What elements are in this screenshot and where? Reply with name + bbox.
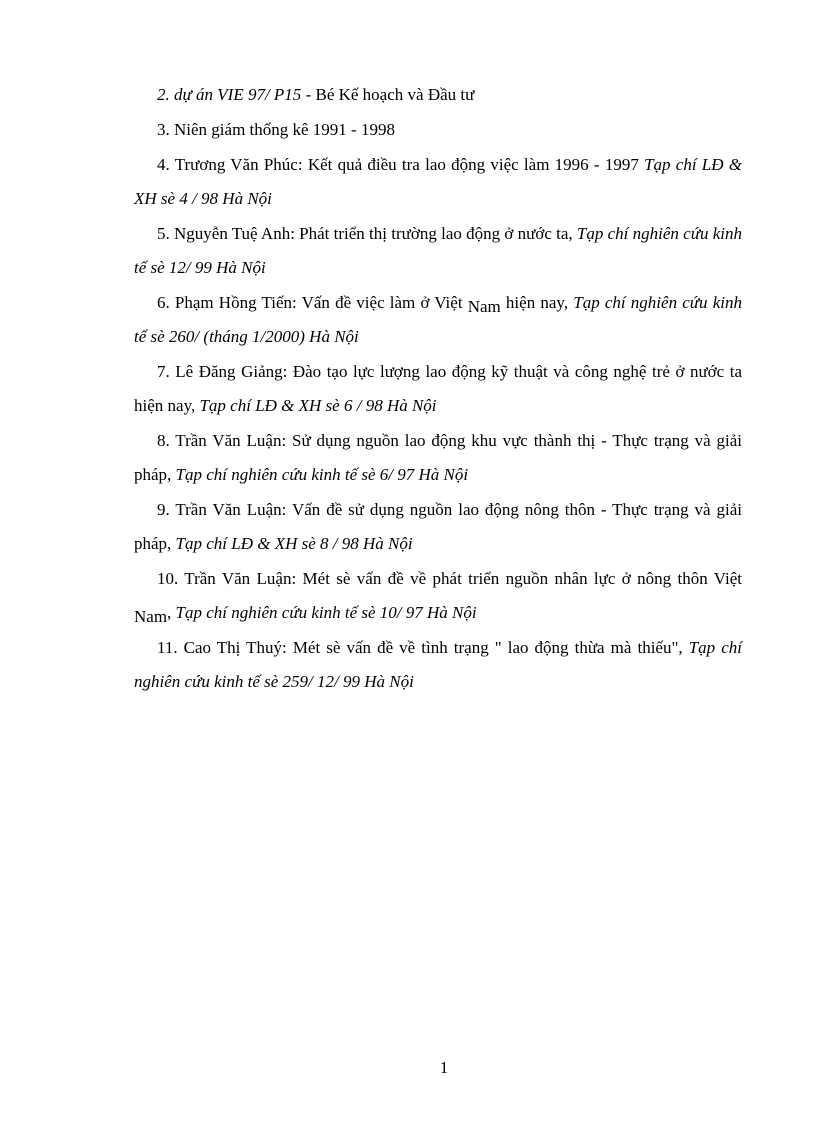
reference-item — [134, 148, 742, 216]
reference-text: 3. Niên giám thống kê 1991 - 1998 — [157, 120, 395, 139]
reference-item — [134, 355, 742, 423]
reference-text: 4. Trương Văn Phúc: Kết quả điều tra lao động việc làm 1996 - 1997 — [157, 155, 645, 174]
reference-source-text: Tạp chí nghiên cứu kinh tế sè 259/ 12/ 99 Hà Nội — [134, 638, 742, 691]
reference-text: 6. Phạm Hồng Tiến: Vấn đề việc làm ở Việt — [157, 293, 468, 312]
reference-text: 9. Trần Văn Luận: Vấn đề sử dụng nguồn lao động nông thôn - Thực trạng và giải pháp, — [134, 500, 742, 553]
reference-text: 10. Trần Văn Luận: Mét sè vấn đề về phát triển nguồn nhân lực ở nông thôn Việt — [157, 569, 742, 588]
reference-source-text: Tạp chí nghiên cứu kinh tế sè 6/ 97 Hà Nội — [175, 465, 469, 484]
reference-text: - Bé Kế hoạch và Đầu tư — [301, 85, 475, 104]
reference-text: Nam — [467, 297, 501, 316]
reference-item — [134, 493, 742, 561]
reference-source-text: Tạp chí nghiên cứu kinh tế sè 12/ 99 Hà Nội — [134, 224, 742, 277]
reference-source-text: Tạp chí LĐ & XH sè 6 / 98 Hà Nội — [199, 396, 437, 415]
reference-item — [134, 286, 742, 354]
reference-source-text: Tạp chí LĐ & XH sè 8 / 98 Hà Nội — [175, 534, 413, 553]
page-number: 1 — [439, 1058, 449, 1077]
reference-text: 11. Cao Thị Thuý: Mét sè vấn đề về tình trạng " lao động thừa mà thiếu", — [157, 638, 689, 657]
reference-item — [134, 562, 742, 630]
reference-text: Nam — [134, 607, 168, 626]
reference-item — [134, 631, 742, 699]
reference-item — [134, 78, 742, 112]
reference-source-text: Tạp chí nghiên cứu kinh tế sè 10/ 97 Hà Nội — [175, 603, 477, 622]
reference-text: 7. Lê Đăng Giảng: Đào tạo lực lượng lao động kỹ thuật và công nghệ trẻ ở nước ta hiện nay, — [134, 362, 742, 415]
reference-text: , — [167, 603, 176, 622]
reference-text: 5. Nguyễn Tuệ Anh: Phát triển thị trường lao động ở nước ta, — [157, 224, 577, 243]
reference-list — [134, 78, 742, 700]
reference-text: hiện nay, — [500, 293, 574, 312]
reference-source-text: 2. dự án VIE 97/ P15 — [157, 85, 302, 104]
reference-item — [134, 217, 742, 285]
reference-item — [134, 113, 742, 147]
reference-item — [134, 424, 742, 492]
reference-source-text: Tạp chí nghiên cứu kinh tế sè 260/ (tháng 1/2000) Hà Nội — [134, 293, 742, 346]
reference-text: 8. Trần Văn Luận: Sử dụng nguồn lao động khu vực thành thị - Thực trạng và giải pháp, — [134, 431, 742, 484]
reference-source-text: Tạp chí LĐ & XH sè 4 / 98 Hà Nội — [134, 155, 742, 208]
